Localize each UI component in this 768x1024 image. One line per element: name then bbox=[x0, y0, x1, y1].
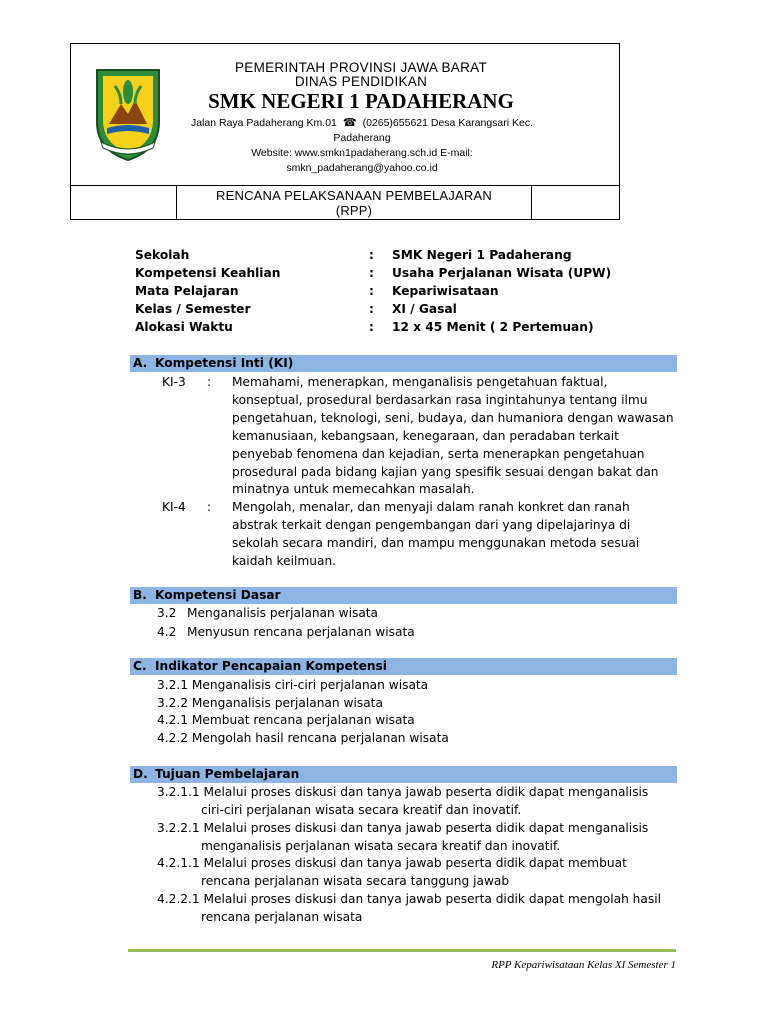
kd-text: Menganalisis perjalanan wisata bbox=[187, 606, 379, 620]
ki3-code: KI-3 bbox=[162, 375, 186, 389]
ki3-line: prosedural pada bidang kajian yang spesifik sesuai dengan bakat dan bbox=[232, 465, 659, 479]
identity-label: Mata Pelajaran bbox=[135, 284, 239, 298]
ki4-line: abstrak terkait dengan pengembangan dari yang dipelajarinya di bbox=[232, 518, 631, 532]
section-title: Kompetensi Dasar bbox=[155, 588, 281, 602]
ki3-line: pengetahuan, teknologi, seni, budaya, dan humaniora dengan wawasan bbox=[232, 411, 674, 425]
ki3-line: minatnya untuk memecahkan masalah. bbox=[232, 482, 475, 496]
ki3-line: penyebab fenomena dan kejadian, serta menerapkan pengetahuan bbox=[232, 447, 645, 461]
identity-colon: : bbox=[369, 320, 374, 334]
section-b-heading bbox=[130, 587, 677, 604]
identity-label: Kelas / Semester bbox=[135, 302, 251, 316]
section-title: Tujuan Pembelajaran bbox=[155, 767, 300, 781]
objective-line: ciri-ciri perjalanan wisata secara kreatif dan inovatif. bbox=[201, 803, 522, 817]
ki4-line: Mengolah, menalar, dan menyaji dalam ranah konkret dan ranah bbox=[232, 500, 630, 514]
objective-line: rencana perjalanan wisata bbox=[201, 910, 363, 924]
identity-label: Alokasi Waktu bbox=[135, 320, 233, 334]
ki4-code: KI-4 bbox=[162, 500, 186, 514]
objective-line: 3.2.1.1 Melalui proses diskusi dan tanya jawab peserta didik dapat menganalisis bbox=[157, 785, 649, 799]
section-letter: B. bbox=[133, 588, 147, 602]
identity-value: SMK Negeri 1 Padaherang bbox=[392, 248, 572, 262]
document-title-line2: (RPP) bbox=[335, 203, 373, 218]
ki3-line: Memahami, menerapkan, menganalisis pengetahuan faktual, bbox=[232, 375, 608, 389]
section-d-heading bbox=[130, 766, 677, 783]
west-java-emblem-icon bbox=[91, 64, 165, 164]
section-letter: D. bbox=[133, 767, 148, 781]
phone-number: (0265)655621 Desa Karangsari Kec. bbox=[362, 117, 534, 129]
objective-line: 4.2.2.1 Melalui proses diskusi dan tanya jawab peserta didik dapat mengolah hasil bbox=[157, 892, 661, 906]
section-title: Indikator Pencapaian Kompetensi bbox=[155, 659, 387, 673]
identity-label: Kompetensi Keahlian bbox=[135, 266, 281, 280]
identity-value: Usaha Perjalanan Wisata (UPW) bbox=[392, 266, 612, 280]
ki3-colon: : bbox=[207, 375, 212, 389]
ki3-line: konseptual, prosedural berdasarkan rasa ingintahunya tentang ilmu bbox=[232, 393, 648, 407]
section-title: Kompetensi Inti (KI) bbox=[155, 356, 294, 370]
ki4-colon: : bbox=[207, 500, 212, 514]
identity-row bbox=[135, 320, 635, 338]
objective-line: rencana perjalanan wisata secara tanggung jawab bbox=[201, 874, 510, 888]
letterhead bbox=[70, 43, 620, 220]
school-contact bbox=[189, 116, 535, 176]
section-letter: A. bbox=[133, 356, 148, 370]
identity-colon: : bbox=[369, 266, 374, 280]
government-name: PEMERINTAH PROVINSI JAWA BARAT bbox=[234, 60, 488, 75]
footer-rule bbox=[128, 949, 676, 952]
ki4-line: sekolah secara mandiri, dan mampu menggunakan metoda sesuai bbox=[232, 536, 640, 550]
identity-row bbox=[135, 266, 635, 284]
identity-row bbox=[135, 284, 635, 302]
identity-colon: : bbox=[369, 248, 374, 262]
website-line: Website: www.smkn1padaherang.sch.id E-mail: bbox=[251, 147, 473, 159]
school-name: SMK NEGERI 1 PADAHERANG bbox=[208, 89, 514, 113]
ki4-line: kaidah keilmuan. bbox=[232, 554, 337, 568]
identity-value: Kepariwisataan bbox=[392, 284, 499, 298]
title-cell-left bbox=[71, 186, 177, 219]
objective-line: 3.2.2.1 Melalui proses diskusi dan tanya jawab peserta didik dapat menganalisis bbox=[157, 821, 649, 835]
section-c-heading bbox=[130, 658, 677, 675]
ki3-line: kemanusiaan, kebangsaan, kenegaraan, dan peradaban terkait bbox=[232, 429, 619, 443]
identity-value: XI / Gasal bbox=[392, 302, 457, 316]
kd-text: Menyusun rencana perjalanan wisata bbox=[187, 625, 415, 639]
identity-colon: : bbox=[369, 302, 374, 316]
document-title bbox=[177, 188, 531, 218]
title-cell-right bbox=[531, 186, 619, 219]
identity-value: 12 x 45 Menit ( 2 Pertemuan) bbox=[392, 320, 594, 334]
indicator-item: 4.2.1 Membuat rencana perjalanan wisata bbox=[157, 713, 415, 727]
identity-colon: : bbox=[369, 284, 374, 298]
kd-number: 4.2 bbox=[157, 625, 177, 639]
letterhead-top bbox=[71, 44, 619, 186]
address-district: Padaherang bbox=[333, 132, 391, 144]
document-title-row bbox=[71, 186, 619, 219]
indicator-item: 4.2.2 Mengolah hasil rencana perjalanan wisata bbox=[157, 731, 449, 745]
email-line: smkn_padaherang@yahoo.co.id bbox=[286, 162, 438, 174]
section-a-heading bbox=[130, 355, 677, 372]
objective-line: 4.2.1.1 Melalui proses diskusi dan tanya jawab peserta didik dapat membuat bbox=[157, 856, 627, 870]
indicator-item: 3.2.1 Menganalisis ciri-ciri perjalanan wisata bbox=[157, 678, 429, 692]
page-footer: RPP Kepariwisataan Kelas XI Semester 1 bbox=[491, 959, 676, 971]
section-letter: C. bbox=[133, 659, 147, 673]
address-line: Jalan Raya Padaherang Km.01 bbox=[190, 117, 337, 129]
objective-line: menganalisis perjalanan wisata secara kreatif dan inovatif. bbox=[201, 839, 561, 853]
identity-table bbox=[135, 248, 635, 338]
indicator-item: 3.2.2 Menganalisis perjalanan wisata bbox=[157, 696, 383, 710]
department-name: DINAS PENDIDIKAN bbox=[294, 74, 428, 89]
kd-number: 3.2 bbox=[157, 606, 177, 620]
identity-label: Sekolah bbox=[135, 248, 190, 262]
identity-row bbox=[135, 302, 635, 320]
phone-icon: ☎ bbox=[339, 117, 360, 129]
document-title-line1: RENCANA PELAKSANAAN PEMBELAJARAN bbox=[216, 188, 492, 203]
identity-row bbox=[135, 248, 635, 266]
